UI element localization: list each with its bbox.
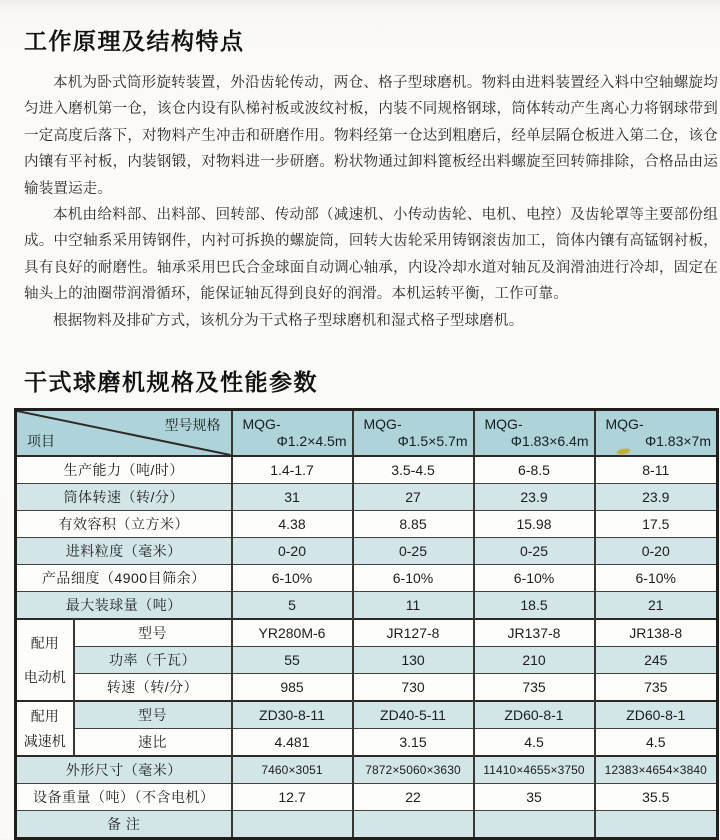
- spec-value: ZD40-5-11: [353, 701, 474, 729]
- spec-value: ZD60-8-1: [595, 701, 718, 729]
- spec-value: 730: [353, 674, 474, 702]
- spec-value: 23.9: [474, 484, 595, 511]
- row-label: 生产能力（吨/时）: [16, 456, 232, 484]
- spec-value: 7872×5060×3630: [353, 756, 474, 784]
- row-label: 转速（转/分）: [74, 674, 232, 702]
- spec-value: 3.5-4.5: [353, 456, 474, 484]
- group-label-line: 减速机: [23, 732, 66, 749]
- corner-label-item: 项目: [27, 433, 55, 450]
- spec-value: 245: [595, 647, 718, 674]
- table-row-product-fineness: [16, 565, 718, 592]
- spec-value: JR127-8: [353, 619, 474, 647]
- spec-value: 21: [595, 592, 718, 620]
- spec-value: 985: [232, 674, 353, 702]
- spec-value: YR280M-6: [232, 619, 353, 647]
- row-label: 功率（千瓦）: [74, 647, 232, 674]
- column-header-model-4: [595, 410, 718, 457]
- spec-value: 8.85: [353, 511, 474, 538]
- table-row-remarks: [16, 811, 718, 839]
- row-label: 有效容积（立方米）: [16, 511, 232, 538]
- spec-value: 4.38: [232, 511, 353, 538]
- spec-value: 12383×4654×3840: [595, 756, 718, 784]
- row-label: 设备重量（吨）（不含电机）: [16, 784, 232, 811]
- table-row-feed-size: [16, 538, 718, 565]
- spec-value: ZD60-8-1: [474, 701, 595, 729]
- group-label-line: 配用: [30, 708, 59, 725]
- spec-value: 55: [232, 647, 353, 674]
- spec-value: 735: [595, 674, 718, 702]
- spec-value: JR138-8: [595, 619, 718, 647]
- spec-value: 5: [232, 592, 353, 620]
- spec-value: [232, 811, 353, 839]
- spec-value: 35: [474, 784, 595, 811]
- model-size: Φ1.2×4.5m: [276, 433, 347, 450]
- table-row-effective-volume: [16, 511, 718, 538]
- spec-value: 0-25: [353, 538, 474, 565]
- row-label: 型号: [74, 701, 232, 729]
- model-prefix: MQG-: [363, 416, 402, 433]
- table-row-drum-speed: [16, 484, 718, 511]
- spec-value: 7460×3051: [232, 756, 353, 784]
- model-size: Φ1.83×6.4m: [510, 433, 589, 450]
- spec-value: [474, 811, 595, 839]
- spec-value: 130: [353, 647, 474, 674]
- table-row-motor-model: [16, 619, 718, 647]
- spec-value: 0-20: [595, 538, 718, 565]
- spec-value: 3.15: [353, 729, 474, 757]
- spec-value: 6-10%: [353, 565, 474, 592]
- row-label: 速比: [74, 729, 232, 757]
- corner-header-cell: [16, 410, 232, 457]
- spec-value: 1.4-1.7: [232, 456, 353, 484]
- table-row-motor-power: [16, 647, 718, 674]
- model-size: Φ1.83×7m: [644, 433, 711, 450]
- spec-value: 6-10%: [474, 565, 595, 592]
- spec-value: 6-10%: [595, 565, 718, 592]
- section1-text-block: [24, 70, 718, 334]
- row-label: 最大装球量（吨）: [16, 592, 232, 620]
- spec-value: 4.5: [474, 729, 595, 757]
- table-row-motor-speed: [16, 674, 718, 702]
- spec-value: 210: [474, 647, 595, 674]
- spec-value: 6-10%: [232, 565, 353, 592]
- spec-value: ZD30-8-11: [232, 701, 353, 729]
- model-prefix: MQG-: [242, 416, 281, 433]
- spec-value: 4.5: [595, 729, 718, 757]
- column-header-model-2: [353, 410, 474, 457]
- spec-value: 35.5: [595, 784, 718, 811]
- spec-value: 18.5: [474, 592, 595, 620]
- group-label-motor: [16, 619, 74, 701]
- table-row-outline-dimensions: [16, 756, 718, 784]
- model-prefix: MQG-: [484, 416, 523, 433]
- table-row-capacity: [16, 456, 718, 484]
- spec-value: 23.9: [595, 484, 718, 511]
- table-row-reducer-ratio: [16, 729, 718, 757]
- spec-value: 735: [474, 674, 595, 702]
- paragraph-working-principle-3: 根据物料及排矿方式，该机分为干式格子型球磨机和湿式格子型球磨机。: [53, 312, 524, 329]
- spec-value: 0-25: [474, 538, 595, 565]
- group-label-line: 配用: [30, 635, 59, 652]
- column-header-model-1: [232, 410, 353, 457]
- group-label-line: 电动机: [23, 668, 66, 685]
- spec-value: 15.98: [474, 511, 595, 538]
- spec-value: 4.481: [232, 729, 353, 757]
- table-row-max-ball-load: [16, 592, 718, 620]
- table-row-equipment-weight: [16, 784, 718, 811]
- paragraph-working-principle-2: 本机由给料部、出料部、回转部、传动部（减速机、小传动齿轮、电机、电控）及齿轮罩等主要部份组成。中空轴系采用铸钢件，内衬可拆换的螺旋筒，回转大齿轮采用铸钢滚齿加工，筒体内镶有高锰钢衬板，具有良好的耐磨性。轴承采用巴氏合金球面自动调心轴承，内设冷却水道对轴瓦及润滑油进行冷却，固定在轴头上的油圈带润滑循环，能保证轴瓦得到良好的润滑。本机运转平衡，工作可靠。: [24, 207, 718, 303]
- table-header-row: [16, 410, 718, 457]
- spec-value: JR137-8: [474, 619, 595, 647]
- spec-value: [595, 811, 718, 839]
- section2-title: 干式球磨机规格及性能参数: [24, 369, 318, 396]
- spec-value: [353, 811, 474, 839]
- spec-value: 0-20: [232, 538, 353, 565]
- spec-value: 8-11: [595, 456, 718, 484]
- spec-value: 22: [353, 784, 474, 811]
- model-prefix: MQG-: [605, 416, 644, 433]
- spec-value: 11: [353, 592, 474, 620]
- model-size: Φ1.5×5.7m: [397, 433, 468, 450]
- group-label-reducer: [16, 701, 74, 756]
- spec-value: 31: [232, 484, 353, 511]
- corner-label-model-spec: 型号规格: [164, 417, 221, 434]
- row-label: 备 注: [16, 811, 232, 839]
- spec-value: 6-8.5: [474, 456, 595, 484]
- table-row-reducer-model: [16, 701, 718, 729]
- paragraph-working-principle-1: 本机为卧式筒形旋转装置，外沿齿轮传动，两仓、格子型球磨机。物料由进料装置经入料中空轴螺旋均匀进入磨机第一仓，该仓内设有队梯衬板或波纹衬板，内装不同规格钢球，筒体转动产生离心力将钢球带到一定高度后落下，对物料产生冲击和研磨作用。物料经第一仓达到粗磨后，经单层隔仓板进入第二仓，该仓内镶有平衬板，内装钢锻，对物料进一步研磨。粉状物通过卸料篦板经出料螺旋至回转筛排除，合格品由运输装置运走。: [24, 75, 718, 197]
- spec-value: 17.5: [595, 511, 718, 538]
- row-label: 产品细度（4900目筛余）: [16, 565, 232, 592]
- spec-value: 11410×4655×3750: [474, 756, 595, 784]
- spec-value: 27: [353, 484, 474, 511]
- row-label: 外形尺寸（毫米）: [16, 756, 232, 784]
- row-label: 型号: [74, 619, 232, 647]
- spec-value: 12.7: [232, 784, 353, 811]
- row-label: 筒体转速（转/分）: [16, 484, 232, 511]
- section1-title: 工作原理及结构特点: [24, 28, 245, 54]
- row-label: 进料粒度（毫米）: [16, 538, 232, 565]
- spec-table: [14, 408, 719, 840]
- column-header-model-3: [474, 410, 595, 457]
